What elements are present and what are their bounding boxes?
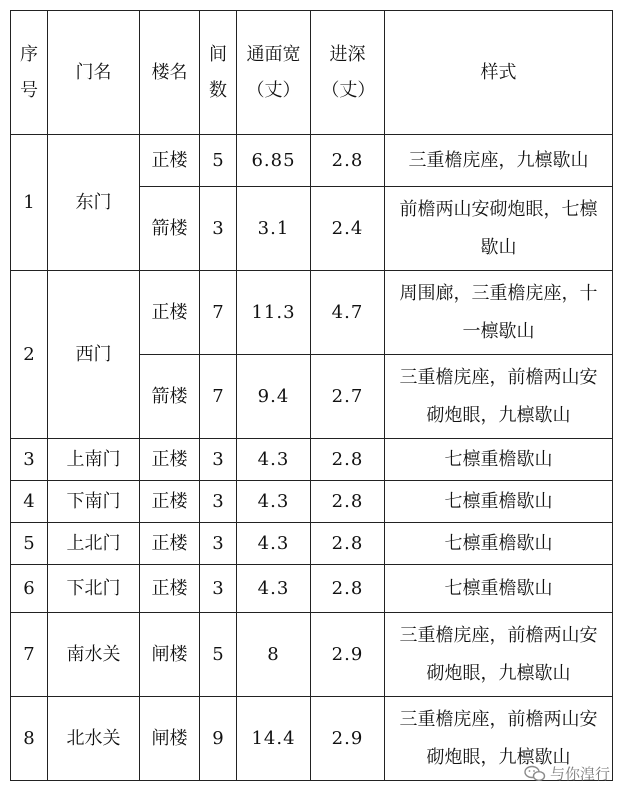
row-width: 4.3: [237, 439, 311, 481]
row-depth: 2.7: [311, 355, 385, 439]
row-width: 8: [237, 613, 311, 697]
row-depth: 2.9: [311, 613, 385, 697]
row-bays: 3: [200, 523, 237, 565]
row-style: 前檐两山安砌炮眼，七檩歇山: [385, 187, 613, 271]
row-gate: 西门: [48, 271, 140, 439]
row-depth: 2.8: [311, 135, 385, 187]
header-bays: 间数: [200, 11, 237, 135]
row-style: 三重檐庑座，九檩歇山: [385, 135, 613, 187]
row-building: 箭楼: [140, 355, 200, 439]
row-depth: 2.8: [311, 523, 385, 565]
row-depth: 2.9: [311, 697, 385, 781]
row-depth: 2.8: [311, 481, 385, 523]
row-width: 6.85: [237, 135, 311, 187]
row-building: 正楼: [140, 565, 200, 613]
row-depth: 2.4: [311, 187, 385, 271]
row-bays: 9: [200, 697, 237, 781]
table-row: [11, 565, 613, 613]
row-building: 正楼: [140, 271, 200, 355]
row-bays: 5: [200, 613, 237, 697]
row-style: 三重檐庑座，前檐两山安砌炮眼，九檩歇山: [385, 613, 613, 697]
table-row: [11, 271, 613, 355]
row-width: 14.4: [237, 697, 311, 781]
row-no: 3: [11, 439, 48, 481]
row-width: 4.3: [237, 565, 311, 613]
row-no: 1: [11, 135, 48, 271]
row-bays: 3: [200, 565, 237, 613]
row-bays: 5: [200, 135, 237, 187]
watermark-text: 与你湟行: [549, 765, 610, 783]
table-row: [11, 613, 613, 697]
row-style: 七檩重檐歇山: [385, 523, 613, 565]
row-style: 周围廊，三重檐庑座，十一檩歇山: [385, 271, 613, 355]
row-style: 七檩重檐歇山: [385, 565, 613, 613]
row-width: 4.3: [237, 523, 311, 565]
row-gate: 下南门: [48, 481, 140, 523]
row-style: 七檩重檐歇山: [385, 439, 613, 481]
header-row: [11, 11, 613, 135]
row-bays: 7: [200, 271, 237, 355]
row-bays: 3: [200, 439, 237, 481]
row-no: 5: [11, 523, 48, 565]
row-no: 8: [11, 697, 48, 781]
row-no: 2: [11, 271, 48, 439]
gate-tower-table: [10, 10, 613, 781]
header-no: 序号: [11, 11, 48, 135]
table-row: [11, 481, 613, 523]
row-gate: 下北门: [48, 565, 140, 613]
row-building: 正楼: [140, 481, 200, 523]
row-depth: 2.8: [311, 565, 385, 613]
row-depth: 2.8: [311, 439, 385, 481]
row-width: 9.4: [237, 355, 311, 439]
row-gate: 上北门: [48, 523, 140, 565]
row-gate: 上南门: [48, 439, 140, 481]
header-width: 通面宽（丈）: [237, 11, 311, 135]
row-depth: 4.7: [311, 271, 385, 355]
row-style: 七檩重檐歇山: [385, 481, 613, 523]
row-no: 6: [11, 565, 48, 613]
header-gate: 门名: [48, 11, 140, 135]
row-width: 3.1: [237, 187, 311, 271]
row-no: 4: [11, 481, 48, 523]
header-depth: 进深（丈）: [311, 11, 385, 135]
table-row: [11, 697, 613, 781]
row-building: 闸楼: [140, 613, 200, 697]
row-bays: 3: [200, 187, 237, 271]
row-building: 正楼: [140, 523, 200, 565]
row-no: 7: [11, 613, 48, 697]
row-gate: 北水关: [48, 697, 140, 781]
watermark: [524, 763, 610, 784]
wechat-icon: [524, 765, 546, 783]
row-building: 闸楼: [140, 697, 200, 781]
table-row: [11, 523, 613, 565]
row-gate: 南水关: [48, 613, 140, 697]
row-width: 4.3: [237, 481, 311, 523]
row-building: 正楼: [140, 135, 200, 187]
header-style: 样式: [385, 11, 613, 135]
header-building: 楼名: [140, 11, 200, 135]
row-building: 正楼: [140, 439, 200, 481]
table-row: [11, 135, 613, 187]
row-width: 11.3: [237, 271, 311, 355]
row-style: 三重檐庑座，前檐两山安砌炮眼，九檩歇山: [385, 697, 613, 781]
row-gate: 东门: [48, 135, 140, 271]
row-bays: 3: [200, 481, 237, 523]
row-bays: 7: [200, 355, 237, 439]
row-building: 箭楼: [140, 187, 200, 271]
table-row: [11, 439, 613, 481]
row-style: 三重檐庑座，前檐两山安砌炮眼，九檩歇山: [385, 355, 613, 439]
